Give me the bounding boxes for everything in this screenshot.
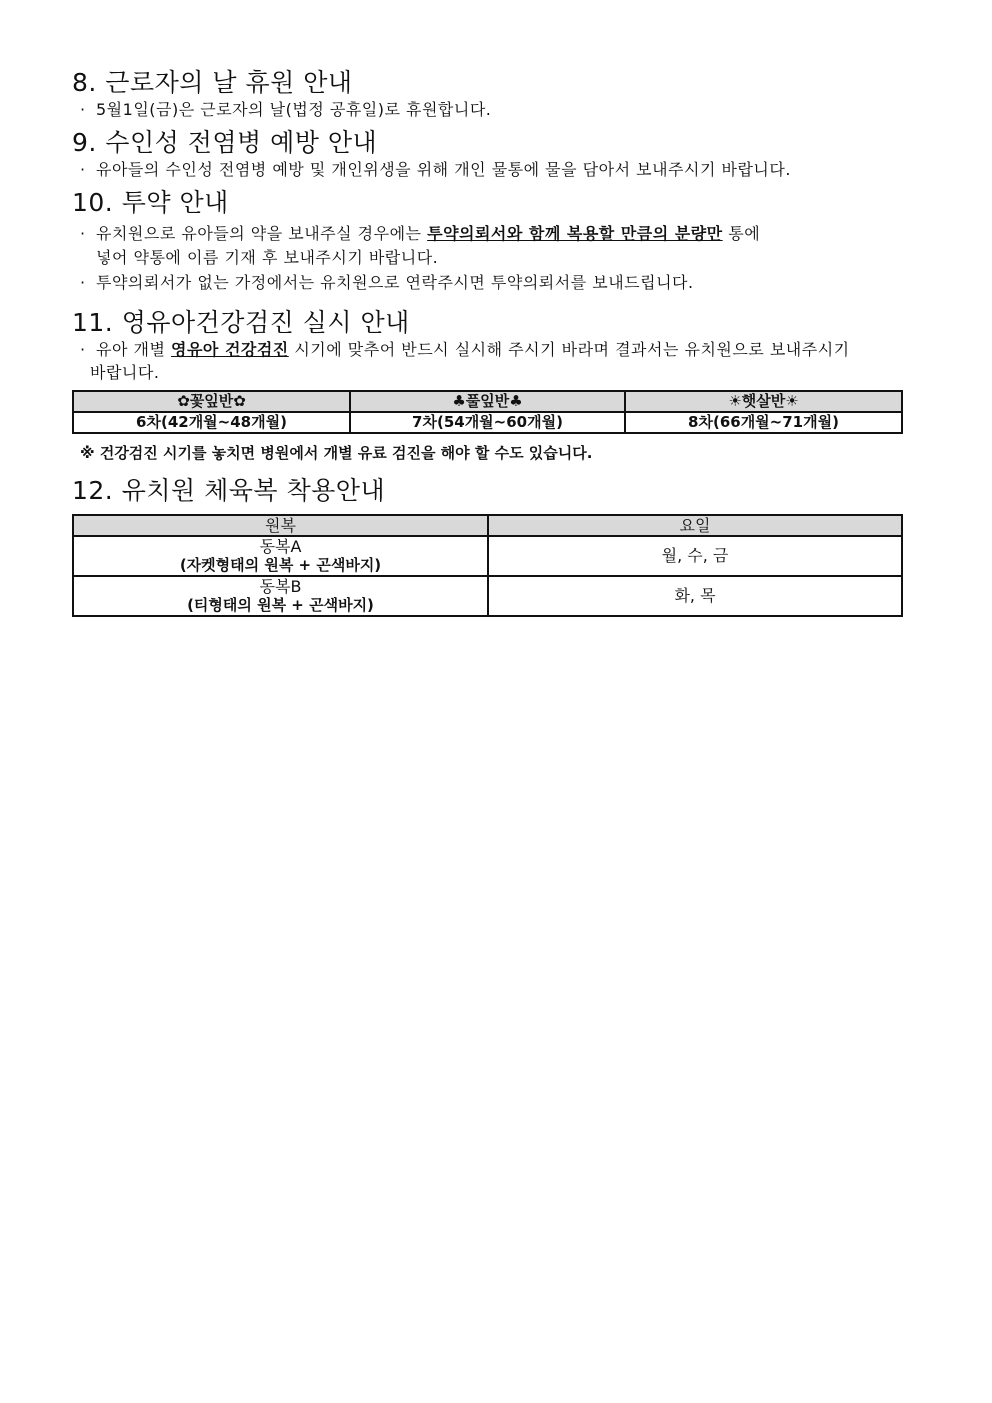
uniform-desc: (티형태의 원복 + 곤색바지) xyxy=(187,596,374,614)
section-9-bullet xyxy=(80,158,791,182)
class-header-flower: ✿꽃잎반✿ xyxy=(73,391,350,412)
section-12-title: 12. 유치원 체육복 착용안내 xyxy=(72,476,386,505)
section-10-bullet-1-continued: 넣어 약통에 이름 기재 후 보내주시기 바랍니다. xyxy=(96,248,439,267)
table-header-row xyxy=(73,391,902,412)
uniform-name: 동복B xyxy=(259,577,302,596)
section-11-title: 11. 영유아건강검진 실시 안내 xyxy=(72,308,410,337)
section-11-emphasis: 영유아 건강검진 xyxy=(171,340,289,359)
table-cell: 7차(54개월~60개월) xyxy=(350,412,625,433)
section-10-bullet-2 xyxy=(80,271,694,295)
table-cell: 8차(66개월~71개월) xyxy=(625,412,902,433)
bullet-mark: · xyxy=(80,224,86,243)
section-10-text-2: 투약의뢰서가 없는 가정에서는 유치원으로 연락주시면 투약의뢰서를 보내드립니다. xyxy=(96,273,694,292)
uniform-desc: (자켓형태의 원복 + 곤색바지) xyxy=(179,556,382,574)
section-10-bullet-1 xyxy=(80,222,760,246)
days-cell: 월, 수, 금 xyxy=(488,536,902,576)
health-check-note xyxy=(80,442,592,464)
uniform-header: 원복 xyxy=(73,515,488,536)
bullet-mark: · xyxy=(80,273,86,292)
bullet-mark: · xyxy=(80,160,86,179)
note-mark: ※ xyxy=(80,444,95,462)
uniform-cell xyxy=(73,536,488,576)
class-header-sun: ☀햇살반☀ xyxy=(625,391,902,412)
uniform-name: 동복A xyxy=(259,537,302,556)
section-11-bullet xyxy=(80,338,850,362)
section-11-text-post: 시기에 맞추어 반드시 실시해 주시기 바라며 결과서는 유치원으로 보내주시기 xyxy=(288,340,850,359)
health-check-table xyxy=(72,390,903,434)
days-header: 요일 xyxy=(488,515,902,536)
section-11-bullet-continued: 바랍니다. xyxy=(90,363,160,382)
table-cell: 6차(42개월~48개월) xyxy=(73,412,350,433)
table-row xyxy=(73,536,902,576)
uniform-table xyxy=(72,514,903,617)
section-10-text-post: 통에 xyxy=(722,224,761,243)
section-9-title: 9. 수인성 전염병 예방 안내 xyxy=(72,128,378,157)
section-8-bullet xyxy=(80,98,491,122)
section-11-text-pre: 유아 개별 xyxy=(96,340,171,359)
section-10-title: 10. 투약 안내 xyxy=(72,188,229,217)
section-8-title: 8. 근로자의 날 휴원 안내 xyxy=(72,68,353,97)
section-9-text: 유아들의 수인성 전염병 예방 및 개인위생을 위해 개인 물통에 물을 담아서 보내주시기 바랍니다. xyxy=(96,160,791,179)
section-10-text-pre: 유치원으로 유아들의 약을 보내주실 경우에는 xyxy=(96,224,428,243)
days-cell: 화, 목 xyxy=(488,576,902,616)
section-8-text: 5월1일(금)은 근로자의 날(법정 공휴일)로 휴원합니다. xyxy=(96,100,492,119)
table-row xyxy=(73,412,902,433)
table-row xyxy=(73,576,902,616)
class-header-grass: ♣풀잎반♣ xyxy=(350,391,625,412)
bullet-mark: · xyxy=(80,340,86,359)
note-text: 건강검진 시기를 놓치면 병원에서 개별 유료 검진을 해야 할 수도 있습니다. xyxy=(99,444,593,462)
table-header-row xyxy=(73,515,902,536)
bullet-mark: · xyxy=(80,100,86,119)
section-10-emphasis: 투약의뢰서와 함께 복용할 만큼의 분량만 xyxy=(427,224,723,243)
uniform-cell xyxy=(73,576,488,616)
